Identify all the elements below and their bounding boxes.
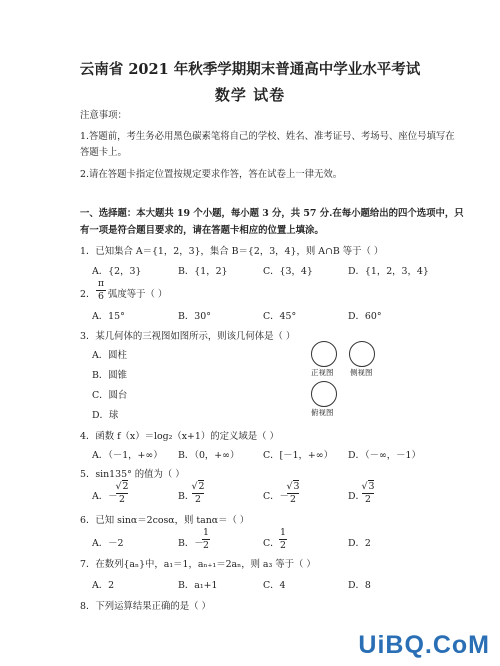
question-3-option-d: D．球: [92, 410, 119, 421]
question-6-option-a: A．－2: [92, 538, 124, 549]
question-2-option-b: B．30°: [178, 311, 211, 322]
question-1-stem: 1．已知集合 A＝{1，2，3}，集合 B＝{2，3，4}，则 A∩B 等于（ ）: [80, 246, 384, 257]
question-2-number: 2．: [80, 289, 96, 300]
question-6-stem: 6．已知 sinα＝2cosα，则 tanα＝（ ）: [80, 515, 250, 526]
question-5-option-c-fraction: √3 2: [286, 481, 300, 505]
question-3-option-b: B．圆锥: [92, 370, 128, 381]
question-6-option-c-label: C．: [263, 538, 280, 549]
question-7-option-b: B．a₁+1: [178, 580, 218, 591]
question-6-option-b-fraction: [202, 528, 210, 551]
front-view-circle: [311, 341, 337, 367]
section-1-instructions-line-1: 一、选择题：本大题共 19 个小题，每小题 3 分，共 57 分.在每小题给出的四个选项中，只: [80, 208, 464, 219]
front-view-label: 正视图: [311, 368, 334, 377]
question-7-option-d: D．8: [348, 580, 371, 591]
notice-item-2: 2.请在答题卡指定位置按规定要求作答，答在试卷上一律无效。: [80, 169, 343, 180]
question-5-option-b-label: B．: [178, 491, 195, 502]
site-watermark: UiBQ.CoM: [358, 631, 490, 659]
notice-item-1-line-2: 答题卡上。: [80, 147, 127, 158]
question-5-stem: 5．sin135° 的值为（ ）: [80, 469, 185, 480]
question-5-option-c-numerator: 3: [293, 481, 300, 492]
question-1-option-c: C．{3，4}: [263, 266, 313, 277]
question-6-option-d: D．2: [348, 538, 371, 549]
question-3-stem: 3．某几何体的三视图如图所示，则该几何体是（ ）: [80, 331, 296, 342]
question-7-stem: 7．在数列{aₙ}中，a₁＝1，aₙ₊₁＝2aₙ，则 a₃ 等于（ ）: [80, 559, 316, 570]
question-7-option-a: A．2: [92, 580, 115, 591]
question-5-option-d-denominator: 2: [365, 494, 371, 505]
question-1-option-b: B．{1，2}: [178, 266, 228, 277]
question-5-option-b-fraction: √2 2: [191, 481, 205, 505]
question-5-option-c-label: C．－: [263, 491, 289, 502]
question-6-option-c-fraction: [279, 528, 287, 551]
question-5-option-d-numerator: 3: [368, 481, 375, 492]
top-view-circle: [311, 381, 337, 407]
question-5-option-b-numerator: 2: [198, 481, 205, 492]
question-5-option-a-numerator: 2: [122, 481, 129, 492]
notice-item-1-line-1: 1.答题前，考生务必用黑色碳素笔将自己的学校、姓名、准考证号、考场号、座位号填写在: [80, 131, 455, 142]
question-2-fraction: [96, 279, 106, 302]
question-2-option-a: A．15°: [92, 311, 125, 322]
question-8-stem: 8．下列运算结果正确的是（ ）: [80, 601, 211, 612]
question-3-option-a: A．圆柱: [92, 350, 127, 361]
question-2-fraction-denominator: 6: [98, 291, 104, 302]
question-2-fraction-numerator: π: [97, 278, 105, 289]
exam-subtitle: 数学 试卷: [214, 86, 286, 104]
exam-title: 云南省 2021 年秋季学期期末普通高中学业水平考试: [79, 61, 421, 78]
question-3-option-c: C．圆台: [92, 390, 128, 401]
question-4-option-a: A．（－1，+∞）: [92, 450, 163, 461]
question-5-option-c-denominator: 2: [290, 494, 296, 505]
question-5-option-d-fraction: √3 2: [361, 481, 375, 505]
question-6-option-b-label: B．－: [178, 538, 204, 549]
question-6-option-c-numerator: 1: [280, 527, 286, 538]
question-4-stem: 4．函数 f（x）＝log₂（x+1）的定义域是（ ）: [80, 431, 279, 442]
side-view-label: 侧视图: [350, 368, 373, 377]
question-2-option-c: C．45°: [263, 311, 297, 322]
question-5-option-a-denominator: 2: [119, 494, 125, 505]
question-5-option-d-label: D．: [348, 491, 365, 502]
question-4-option-b: B．（0，+∞）: [178, 450, 240, 461]
top-view-label: 俯视图: [311, 408, 334, 417]
question-4-option-c: C．[－1，+∞）: [263, 450, 333, 461]
question-5-option-a-label: A．－: [92, 491, 118, 502]
question-5-option-a-fraction: √2 2: [115, 481, 129, 505]
question-5-option-b-denominator: 2: [195, 494, 201, 505]
question-4-option-d: D．（－∞，－1）: [348, 450, 421, 461]
question-6-option-b-denominator: 2: [203, 540, 209, 551]
question-6-option-c-denominator: 2: [280, 540, 286, 551]
question-2-stem: 弧度等于（ ）: [108, 289, 168, 300]
question-6-option-b-numerator: 1: [203, 527, 209, 538]
question-2-option-d: D．60°: [348, 311, 382, 322]
question-1-option-a: A．{2，3}: [92, 266, 142, 277]
question-1-option-d: D．{1，2，3，4}: [348, 266, 429, 277]
question-7-option-c: C．4: [263, 580, 286, 591]
section-1-instructions-line-2: 有一项是符合题目要求的，请在答题卡相应的位置上填涂。: [80, 225, 324, 236]
side-view-circle: [349, 341, 375, 367]
notice-heading: 注意事项：: [80, 110, 127, 121]
